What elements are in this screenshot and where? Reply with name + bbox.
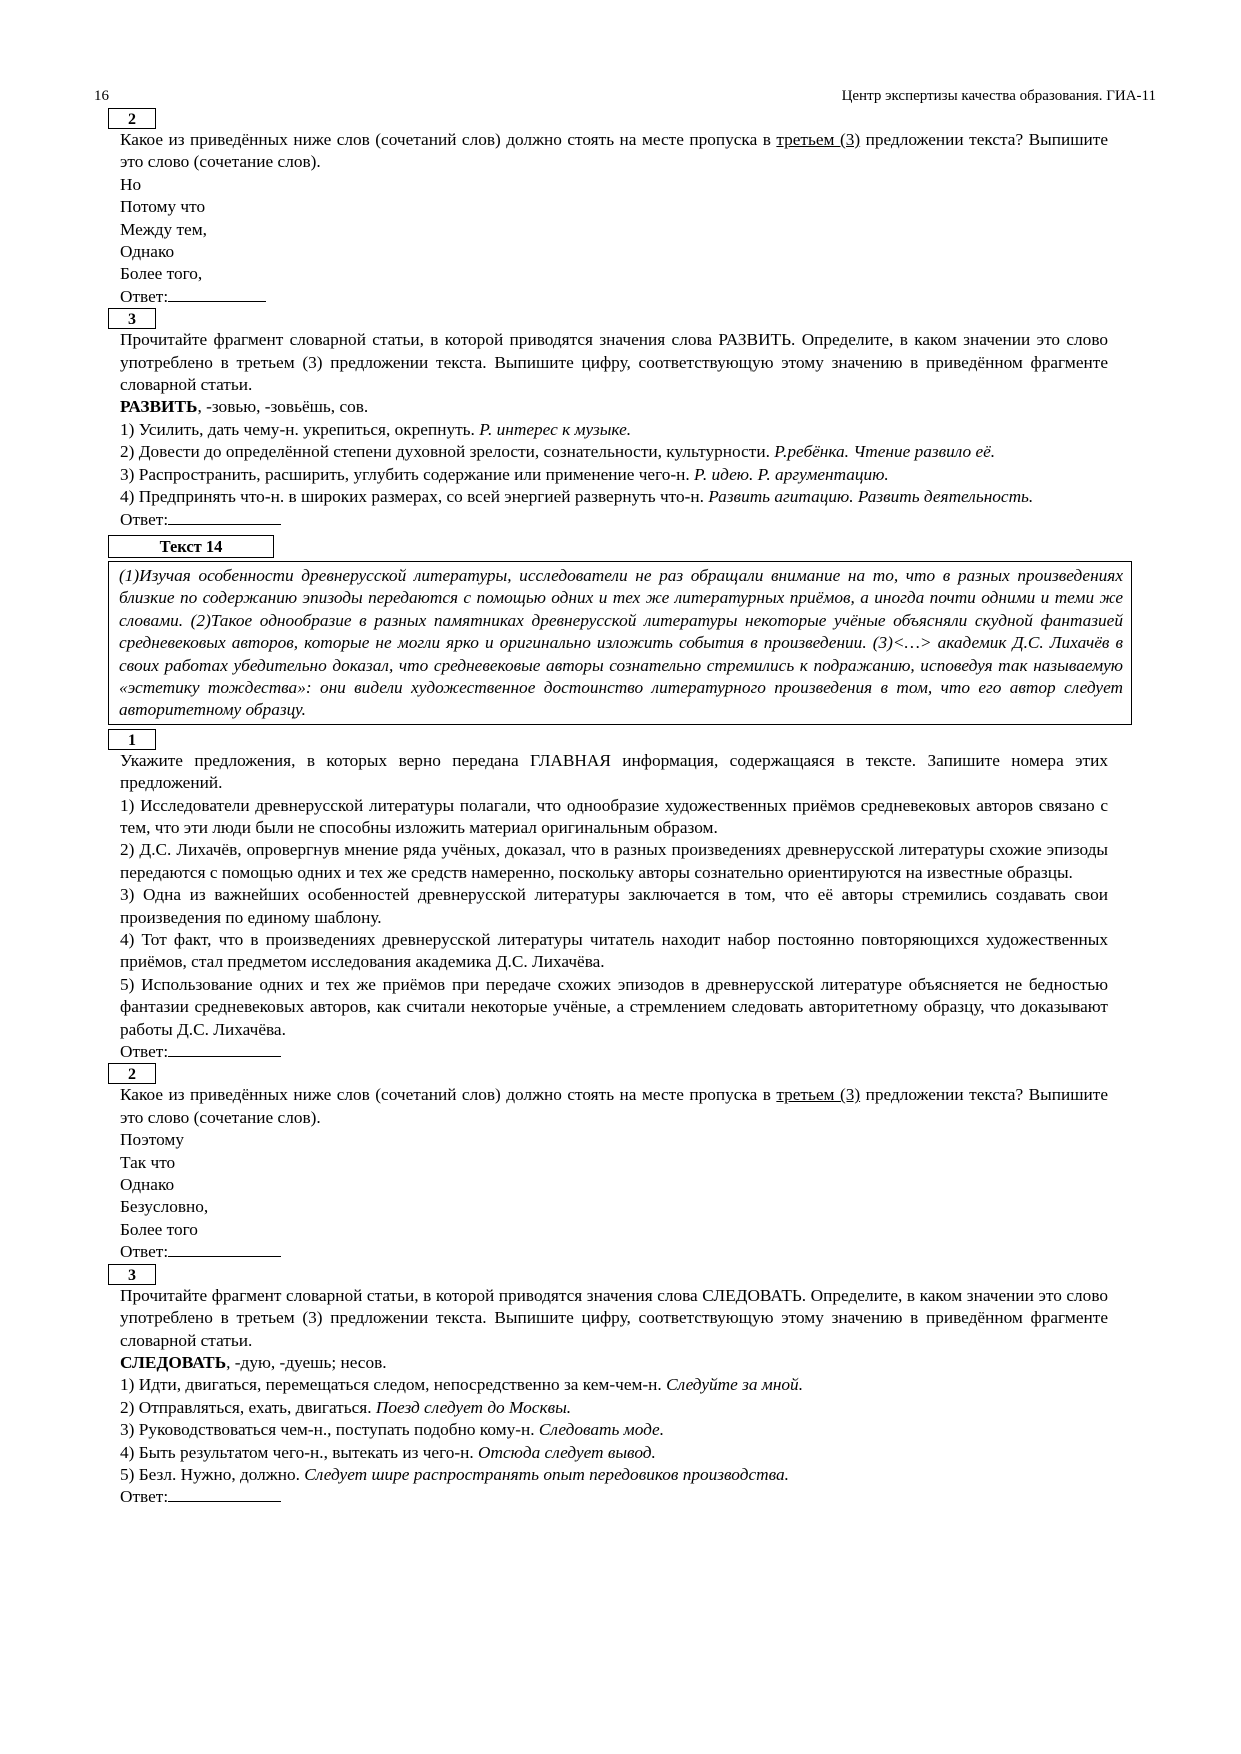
underlined-phrase: третьем (3) [776,1085,861,1105]
answer-blank[interactable] [168,286,266,302]
answer-blank[interactable] [168,1241,281,1257]
meaning: 4) Предпринять что-н. в широких размерах, со всей энергией развернуть что-н. Развить агитацию. Развить деятельность. [120,487,1034,507]
option: Безусловно, [120,1197,209,1217]
option: Поэтому [120,1130,184,1150]
task-number-box: 2 [108,1063,156,1084]
option: Так что [120,1152,176,1172]
task-number-box: 3 [108,1264,156,1285]
option: Но [120,174,142,194]
meaning: 4) Быть результатом чего-н., вытекать из чего-н. Отсюда следует вывод. [120,1442,656,1462]
option: Потому что [120,197,206,217]
answer-field[interactable]: Ответ: [120,286,1108,308]
task-prompt: Какое из приведённых ниже слов (сочетаний слов) должно стоять на месте пропуска в третьем (3) предложении текста? Выпишите это слово (сочетание слов). [120,1085,1108,1127]
option: Более того, [120,264,203,284]
dictionary-headword-line: РАЗВИТЬ, -зовью, -зовьёшь, сов. [120,397,369,417]
option: 4) Тот факт, что в произведениях древнерусской литературы читатель находит набор постоянно повторяющихся художественных приёмов, стал предметом исследования академика Д.С. Лихачёва. [120,930,1108,972]
task-number-box: 3 [108,308,156,329]
meaning: 3) Распространить, расширить, углубить содержание или применение чего-н. Р. идею. Р. аргументацию. [120,464,889,484]
option: 5) Использование одних и тех же приёмов при передаче схожих эпизодов в древнерусской литературе объясняется не бедностью фантазии средневековых авторов, как считали некоторые учёные, а стремлением следовать авторитетному образцу, что доказывают работы Д.С. Лихачёва. [120,974,1108,1039]
task-prompt: Прочитайте фрагмент словарной статьи, в которой приводятся значения слова РАЗВИТЬ. Определите, в каком значении это слово употреблено в третьем (3) предложении текста. Выпишите цифру, соответствующую этому значению в приведённом фрагменте словарной статьи. [120,330,1108,395]
headword: СЛЕДОВАТЬ [120,1352,227,1372]
answer-blank[interactable] [168,1486,281,1502]
meaning: 1) Идти, двигаться, перемещаться следом, непосредственно за кем-чем-н. Следуйте за мной. [120,1375,804,1395]
dictionary-headword-line: СЛЕДОВАТЬ, -дую, -дуешь; несов. [120,1352,387,1372]
text-passage: (1)Изучая особенности древнерусской литературы, исследователи не раз обращали внимание на то, что в разных произведениях близкие по содержанию эпизоды передаются с помощью одних и тех же литературных приёмов, а иногда почти одними и теми же словами. (2)Такое однообразие в разных памятниках древнерусской литературы некоторые учёные объясняли скудной фантазией средневековых авторов, которые не могли ярко и оригинально изложить события в произведении. (3)<…> академик Д.С. Лихачёв в своих работах убедительно доказал, что средневековые авторы сознательно стремились к подражанию, исповедуя так называемую «эстетику тождества»: они видели художественное достоинство литературного произведения в том, что его автор следует авторитетному образцу. [108,561,1132,725]
task-prompt: Укажите предложения, в которых верно передана ГЛАВНАЯ информация, содержащаяся в тексте. Запишите номера этих предложений. [120,750,1108,793]
option: 2) Д.С. Лихачёв, опровергнув мнение ряда учёных, доказал, что в разных произведениях древнерусской литературы схожие эпизоды передаются с помощью одних и тех же средств намеренно, поскольку авторы сознательно ориентируются на известные образцы. [120,840,1108,882]
answer-field[interactable]: Ответ: [120,1486,1108,1508]
meaning: 2) Довести до определённой степени духовной зрелости, сознательности, культурности. Р.ребёнка. Чтение развило её. [120,442,996,462]
task-number-box: 1 [108,729,156,750]
answer-field[interactable]: Ответ: [120,509,1108,531]
meaning: 5) Безл. Нужно, должно. Следует шире распространять опыт передовиков производства. [120,1464,789,1484]
page-header [94,88,1156,110]
option: 1) Исследователи древнерусской литературы полагали, что однообразие художественных приёмов средневековых авторов связано с тем, что эти люди были не способны изложить материал оригинальным образом. [120,795,1108,837]
answer-blank[interactable] [168,509,281,525]
meaning: 1) Усилить, дать чему-н. укрепиться, окрепнуть. Р. интерес к музыке. [120,419,632,439]
meaning: 2) Отправляться, ехать, двигаться. Поезд следует до Москвы. [120,1397,572,1417]
option: 3) Одна из важнейших особенностей древнерусской литературы заключается в том, что её авторы стремились создавать свои произведения по единому шаблону. [120,885,1108,927]
answer-field[interactable]: Ответ: [120,1041,1108,1063]
answer-blank[interactable] [168,1041,281,1057]
header-organization: Центр экспертизы качества образования. ГИА-11 [841,88,1156,104]
text-title: Текст 14 [108,535,274,558]
task-3-second [120,1264,1108,1509]
option: Однако [120,242,175,262]
task-number-box: 2 [108,108,156,129]
option: Между тем, [120,219,207,239]
task-2-second [120,1063,1108,1263]
page-number: 16 [94,88,109,104]
option: Более того [120,1219,198,1239]
option: Однако [120,1175,175,1195]
task-3-first [120,308,1108,531]
headword: РАЗВИТЬ [120,397,198,417]
meaning: 3) Руководствоваться чем-н., поступать подобно кому-н. Следовать моде. [120,1420,665,1440]
task-prompt: Какое из приведённых ниже слов (сочетаний слов) должно стоять на месте пропуска в третьем (3) предложении текста? Выпишите это слово (сочетание слов). [120,130,1108,172]
task-prompt: Прочитайте фрагмент словарной статьи, в которой приводятся значения слова СЛЕДОВАТЬ. Определите, в каком значении это слово употреблено в третьем (3) предложении текста. Выпишите цифру, соответствующую этому значению в приведённом фрагменте словарной статьи. [120,1285,1108,1350]
underlined-phrase: третьем (3) [776,130,861,149]
page-content [119,108,1123,1509]
task-1 [120,729,1108,1064]
answer-field[interactable]: Ответ: [120,1241,1108,1263]
task-2-first [120,108,1108,308]
